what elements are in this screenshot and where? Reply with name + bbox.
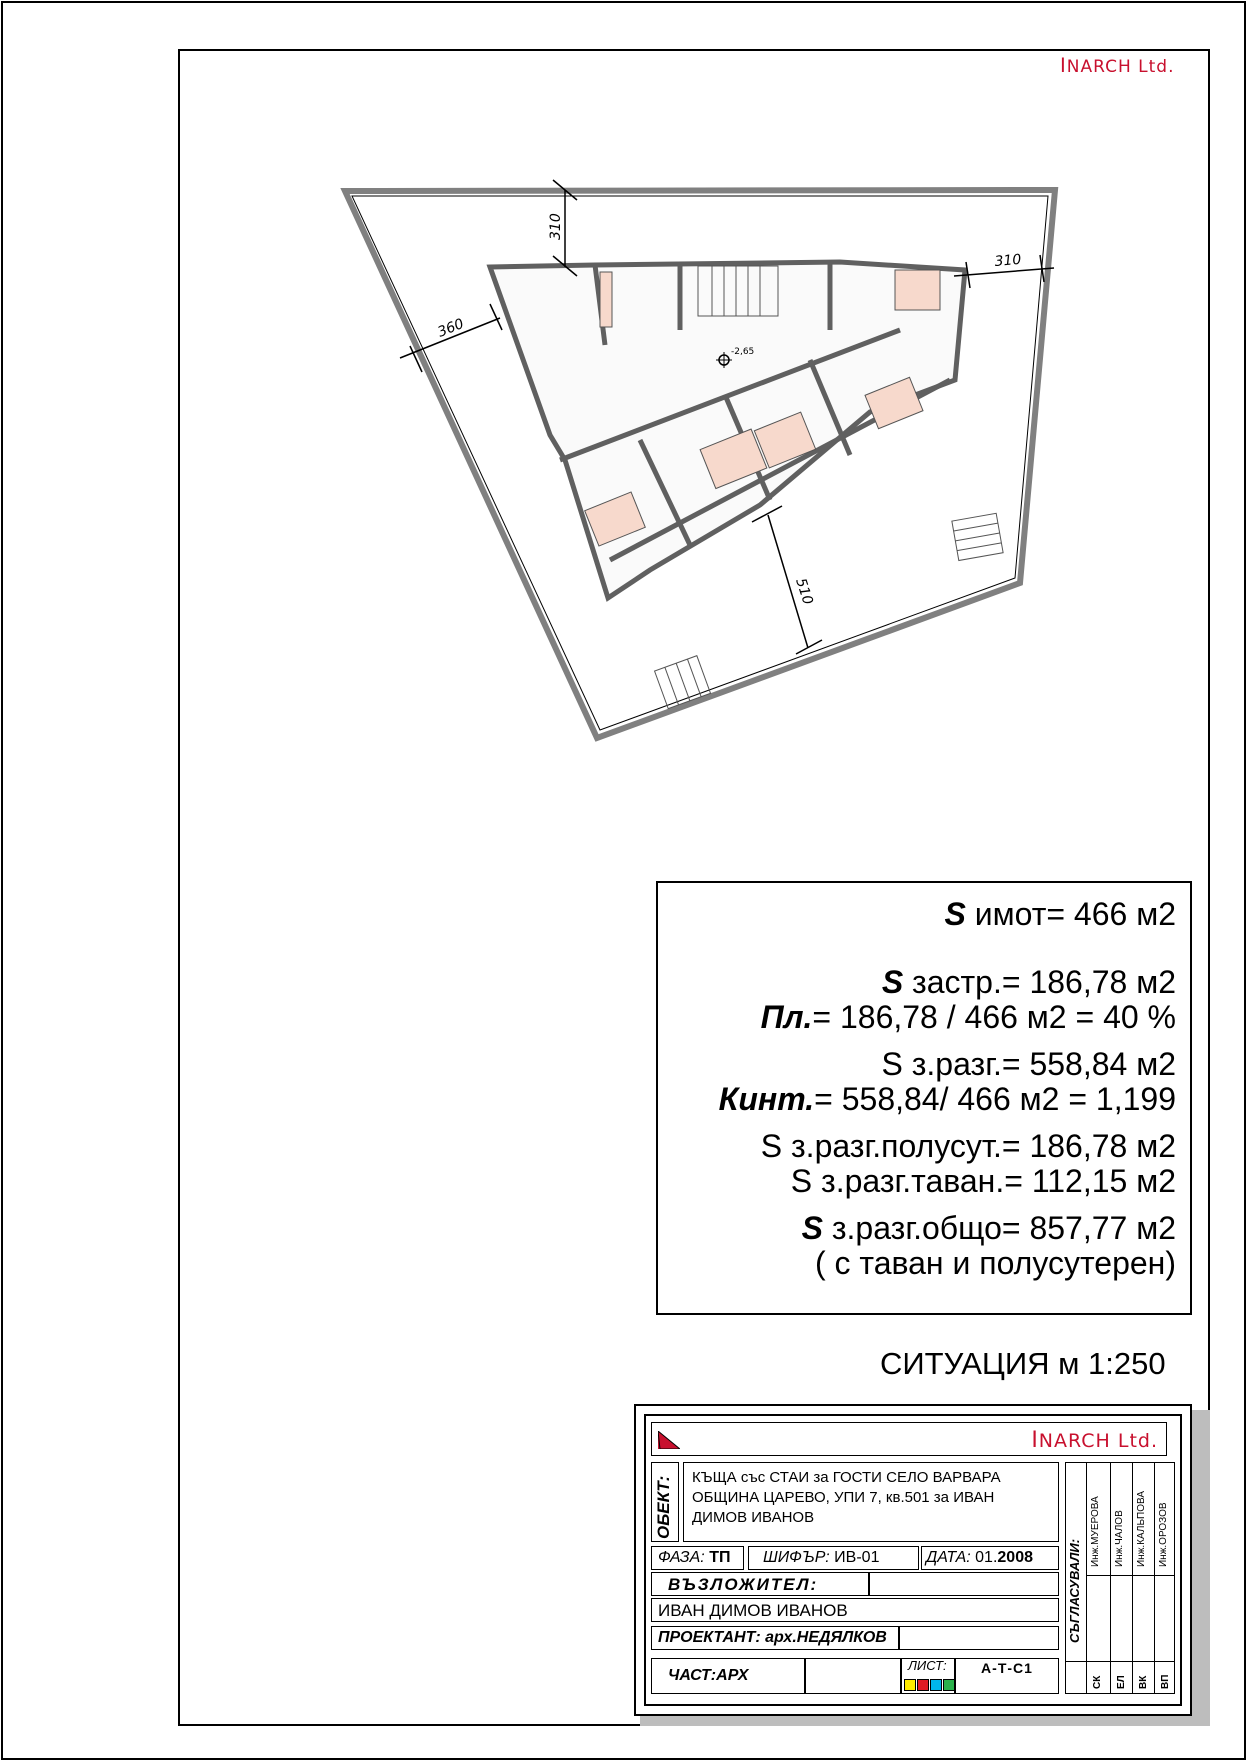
obekt-line-1: КЪЩА със СТАИ за ГОСТИ СЕЛО ВАРВАРА — [692, 1469, 1001, 1486]
data-month: 01. — [975, 1549, 998, 1566]
stat-obshto: S з.разг.общо= 857,77 м2 — [801, 1210, 1176, 1246]
stat-polusut: S з.разг.полусут.= 186,78 м2 — [760, 1128, 1176, 1164]
data-year: 2008 — [997, 1549, 1033, 1566]
approver-name-3: Инж.КАЛЬПОВА — [1136, 1491, 1147, 1567]
chast-extra-cell — [805, 1658, 901, 1694]
drawing-title: СИТУАЦИЯ м 1:250 — [880, 1346, 1166, 1381]
obekt-value-cell — [683, 1462, 1059, 1542]
saglasuvali-label: СЪГЛАСУВАЛИ: — [1067, 1538, 1082, 1643]
triangle-logo-icon — [658, 1431, 680, 1449]
dimension-west: 360 — [435, 315, 467, 341]
list-label: ЛИСТ: — [908, 1658, 947, 1673]
list-cell — [901, 1658, 955, 1694]
faza-label: ФАЗА: — [658, 1549, 705, 1566]
company-logo: INARCH Ltd. — [1060, 54, 1175, 77]
area-statistics — [656, 881, 1192, 1315]
stat-tavan: S з.разг.таван.= 112,15 м2 — [790, 1163, 1176, 1199]
faza-cell — [651, 1546, 744, 1570]
data-label: ДАТА: — [926, 1549, 971, 1566]
vazlozhitel-extra-cell — [869, 1572, 1059, 1596]
shifar-value: ИВ-01 — [834, 1549, 880, 1566]
proektant-cell — [651, 1626, 899, 1650]
obekt-line-2: ОБЩИНА ЦАРЕВО, УПИ 7, кв.501 за ИВАН — [692, 1489, 995, 1506]
color-swatch-green — [943, 1679, 955, 1691]
vazlozhitel-value: ИВАН ДИМОВ ИВАНОВ — [658, 1601, 848, 1620]
stat-razg: S з.разг.= 558,84 м2 — [881, 1046, 1176, 1082]
approver-code-3: ВК — [1138, 1675, 1149, 1689]
dimension-east: 310 — [993, 251, 1022, 270]
building-footprint — [490, 262, 965, 598]
vazlozhitel-label: ВЪЗЛОЖИТЕЛ: — [668, 1575, 819, 1594]
exterior-stair-east — [952, 513, 1003, 560]
data-cell — [921, 1546, 1059, 1570]
obekt-label: ОБЕКТ: — [654, 1475, 673, 1539]
dimension-south: 510 — [792, 576, 816, 607]
chast-cell — [651, 1658, 805, 1694]
approver-code-4: ВП — [1160, 1674, 1171, 1689]
faza-value: ТП — [709, 1549, 731, 1566]
approver-name-1: Инж.МУЕРОВА — [1090, 1496, 1101, 1567]
proektant-value: ПРОЕКТАНТ: арх.НЕДЯЛКОВ — [658, 1629, 887, 1646]
title-block-logo-row — [651, 1422, 1167, 1456]
approver-code-1: СК — [1092, 1675, 1103, 1689]
color-swatch-red — [917, 1679, 929, 1691]
vazlozhitel-label-cell — [651, 1572, 869, 1596]
site-plan — [330, 170, 1090, 750]
obekt-line-3: ДИМОВ ИВАНОВ — [692, 1509, 815, 1526]
chast-value: ЧАСТ:АРХ — [668, 1667, 749, 1684]
stat-pl: Пл.= 186,78 / 466 м2 = 40 % — [760, 999, 1176, 1035]
proektant-extra-cell — [899, 1626, 1059, 1650]
stat-zastr: S застр.= 186,78 м2 — [881, 964, 1176, 1000]
shifar-cell — [748, 1546, 919, 1570]
dimension-north: 310 — [548, 213, 564, 240]
stat-kint: Кинт.= 558,84/ 466 м2 = 1,199 — [718, 1081, 1176, 1117]
level-mark-value: -2,65 — [731, 347, 755, 357]
list-value: А-Т-С1 — [981, 1660, 1033, 1676]
obekt-label-cell — [651, 1462, 679, 1542]
title-block-logo: INARCH Ltd. — [1031, 1428, 1158, 1453]
stat-note: ( с таван и полусутерен) — [814, 1245, 1176, 1281]
approver-name-2: Инж.ЧАЛОВ — [1114, 1510, 1125, 1567]
vazlozhitel-value-cell — [651, 1598, 1059, 1622]
color-swatch-yellow — [904, 1679, 916, 1691]
approver-name-4: Инж.ОРОЗОВ — [1158, 1502, 1169, 1567]
stat-imot: S имот= 466 м2 — [944, 896, 1176, 932]
color-swatch-cyan — [930, 1679, 942, 1691]
list-value-cell — [955, 1658, 1059, 1694]
shifar-label: ШИФЪР: — [763, 1549, 830, 1566]
approver-code-2: ЕЛ — [1116, 1675, 1127, 1689]
approvals-table — [1065, 1462, 1175, 1694]
